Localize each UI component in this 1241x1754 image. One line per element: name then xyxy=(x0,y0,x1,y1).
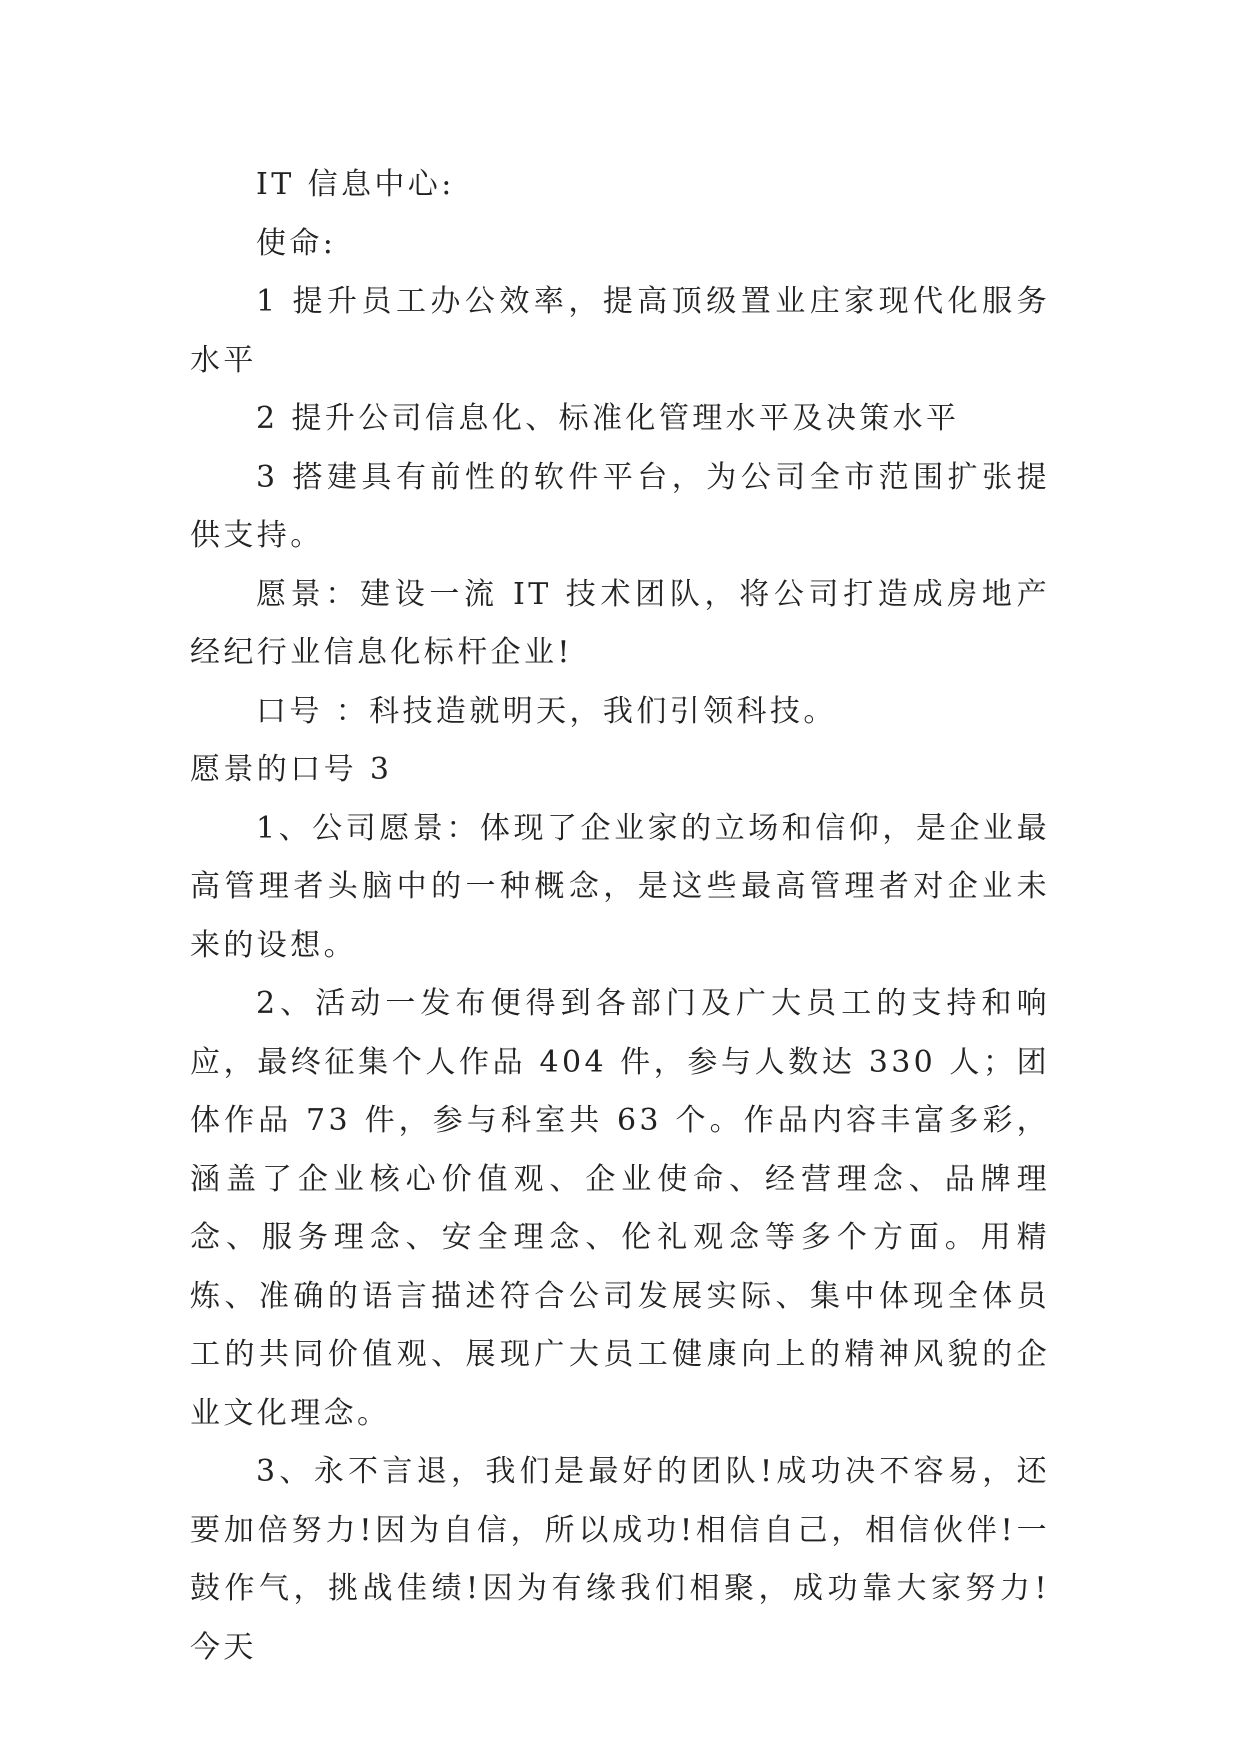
vision-paragraph: 愿景：建设一流 IT 技术团队，将公司打造成房地产经纪行业信息化标杆企业! xyxy=(190,576,1050,670)
mission-item-1: 1 提升员工办公效率，提高顶级置业庄家现代化服务水平 xyxy=(190,284,1050,378)
mission-label: 使命: xyxy=(256,225,337,261)
it-center-title: IT 信息中心: xyxy=(256,167,455,202)
point-paragraph-3: 3、永不言退，我们是最好的团队!成功决不容易，还要加倍努力!因为自信，所以成功!相信自己，相信伙伴!一鼓作气，挑战佳绩!因为有缘我们相聚，成功靠大家努力!今天 xyxy=(190,1454,1050,1665)
document-body xyxy=(190,156,1050,1677)
mission-item-2: 2 提升公司信息化、标准化管理水平及决策水平 xyxy=(256,401,960,436)
mission-item-3: 3 搭建具有前性的软件平台，为公司全市范围扩张提供支持。 xyxy=(190,459,1050,553)
section-title: 愿景的口号 3 xyxy=(190,752,393,787)
point-paragraph-1: 1、公司愿景：体现了企业家的立场和信仰，是企业最高管理者头脑中的一种概念，是这些最高管理者对企业未来的设想。 xyxy=(190,810,1050,963)
slogan-paragraph: 口号 ：科技造就明天，我们引领科技。 xyxy=(256,693,837,729)
point-paragraph-2: 2、活动一发布便得到各部门及广大员工的支持和响应，最终征集个人作品 404 件，参与人数达 330 人；团体作品 73 件，参与科室共 63 个。作品内容丰富多彩，涵盖了企业核心价值观、企业使命、经营理念、品牌理念、服务理念、安全理念、伦礼观念等多个方面。用精炼、准确的语言描述符合公司发展实际、集中体现全体员工的共同价值观、展现广大员工健康向上的精神风貌的企业文化理念。 xyxy=(190,986,1050,1431)
